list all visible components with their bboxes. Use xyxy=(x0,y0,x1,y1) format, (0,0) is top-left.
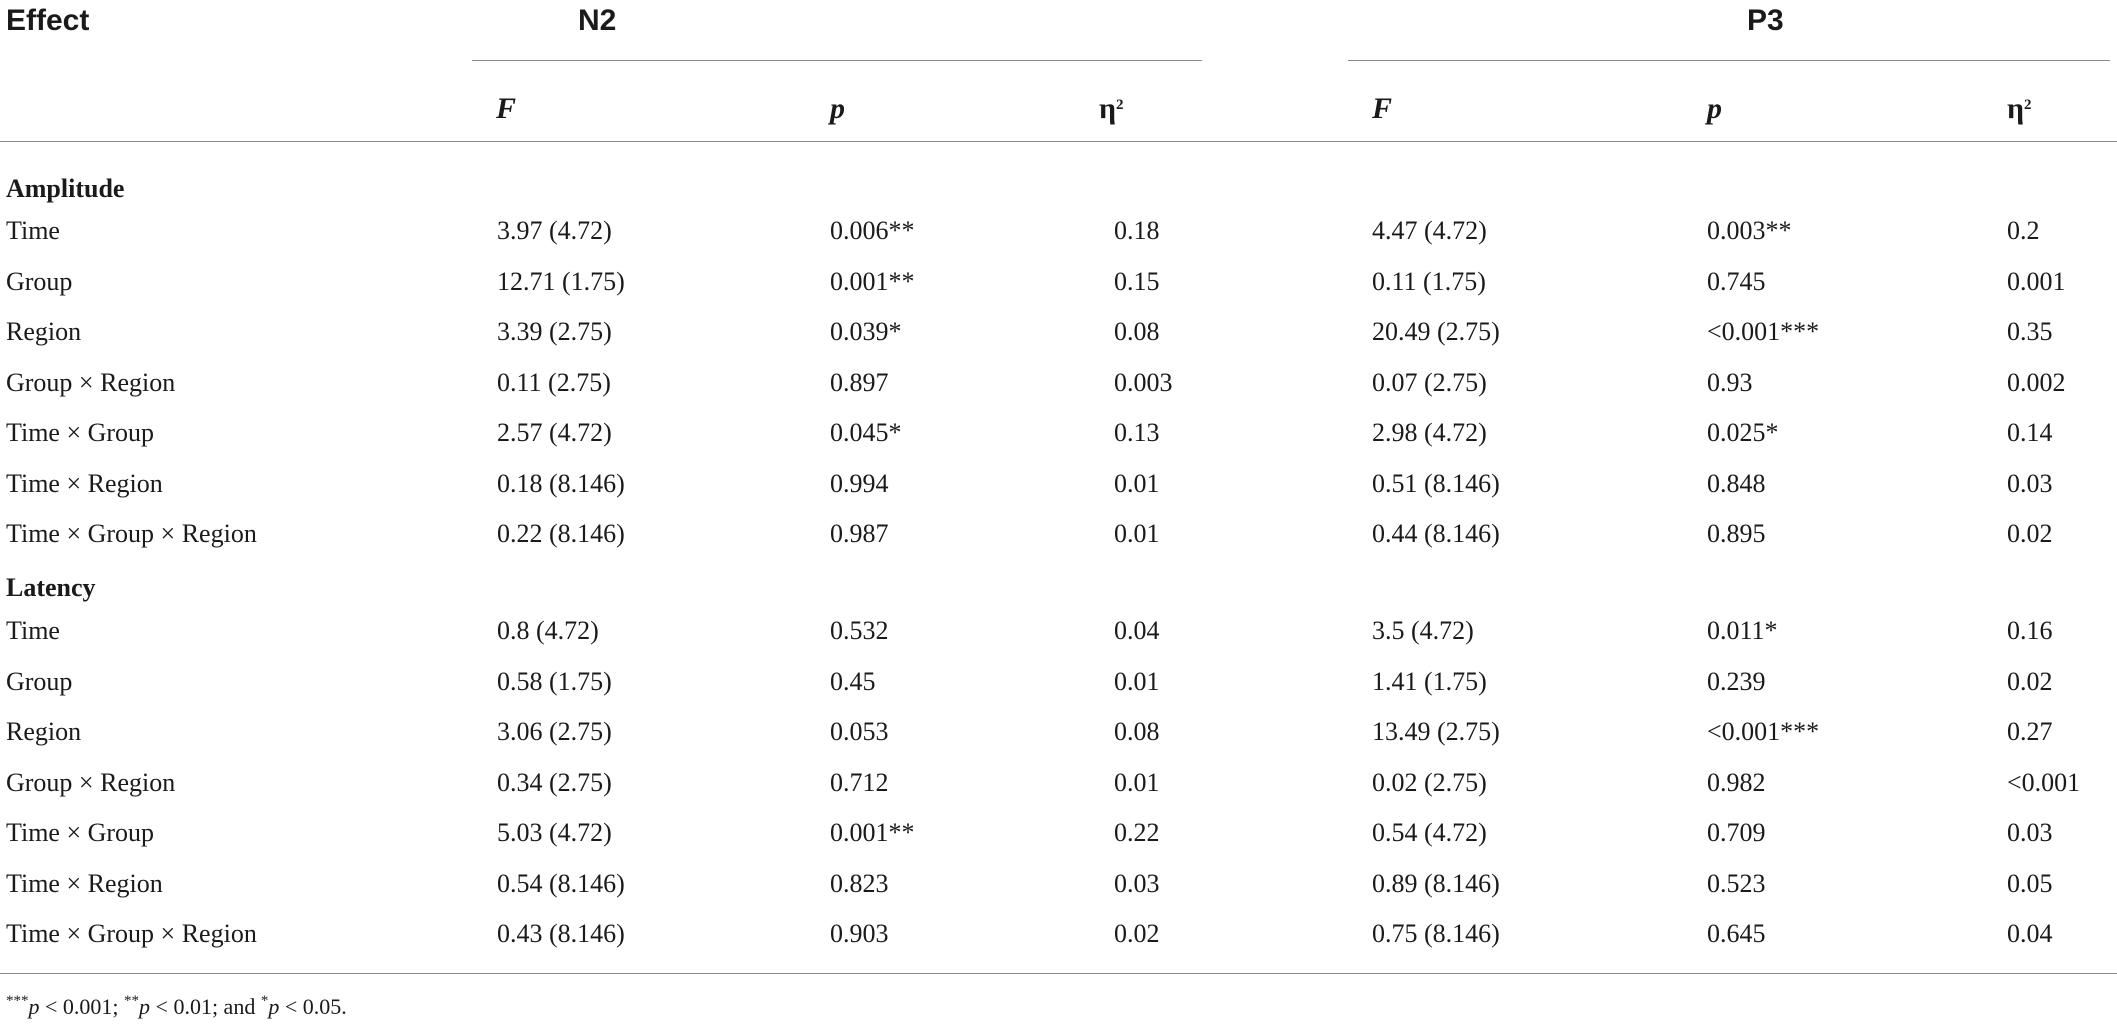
cell-n2-f: 2.57 (4.72) xyxy=(497,418,612,447)
cell-n2-f: 0.34 (2.75) xyxy=(497,767,612,797)
p3-eta-header: $\eta^2$ xyxy=(2007,92,2032,125)
cell-p3-f: 2.98 (4.72) xyxy=(1372,418,1487,447)
cell-n2-eta: 0.18 xyxy=(1114,216,1160,245)
cell-n2-eta: 0.22 xyxy=(1114,818,1160,847)
cell-p3-f: 0.89 (8.146) xyxy=(1372,868,1500,898)
cell-effect: Time xyxy=(6,216,60,245)
cell-effect: Time × Group xyxy=(6,418,155,447)
cell-n2-p: 0.045* xyxy=(830,418,902,447)
section-title: Amplitude xyxy=(6,174,125,203)
cell-n2-f: 3.97 (4.72) xyxy=(497,216,612,245)
cell-n2-f: 3.06 (2.75) xyxy=(497,717,612,746)
n2-eta-header: $\eta^2$ xyxy=(1099,92,1124,125)
footnote-p: p xyxy=(139,994,151,1019)
section-title: Latency xyxy=(6,573,96,602)
n2-p-header: p xyxy=(830,92,845,125)
header-bottom-rule xyxy=(0,141,2117,142)
cell-p3-f: 0.75 (8.146) xyxy=(1372,919,1500,948)
footnote-p: p xyxy=(268,994,280,1019)
cell-p3-p: 0.003** xyxy=(1707,216,1792,245)
cell-p3-p: 0.93 xyxy=(1707,367,1753,397)
cell-n2-p: 0.053 xyxy=(830,717,889,746)
cell-n2-p: 0.006** xyxy=(830,216,915,245)
cell-p3-eta: 0.2 xyxy=(2007,216,2040,245)
cell-p3-eta: 0.35 xyxy=(2007,317,2053,346)
table-bottom-rule xyxy=(0,973,2117,974)
header-effect: Effect xyxy=(6,4,90,37)
cell-p3-p: 0.645 xyxy=(1707,919,1766,948)
cell-p3-eta: 0.001 xyxy=(2007,266,2066,296)
cell-n2-eta: 0.08 xyxy=(1114,317,1160,346)
cell-p3-f: 0.07 (2.75) xyxy=(1372,367,1487,397)
cell-n2-f: 0.22 (8.146) xyxy=(497,519,625,548)
cell-n2-f: 0.8 (4.72) xyxy=(497,616,599,645)
cell-n2-eta: 0.01 xyxy=(1114,767,1160,797)
cell-n2-p: 0.897 xyxy=(830,367,889,397)
cell-n2-eta: 0.15 xyxy=(1114,266,1160,296)
cell-p3-f: 20.49 (2.75) xyxy=(1372,317,1500,346)
footnote-threshold: < 0.01; and xyxy=(150,994,261,1019)
cell-n2-f: 0.54 (8.146) xyxy=(497,868,625,898)
cell-effect: Group × Region xyxy=(6,767,176,797)
cell-p3-eta: <0.001 xyxy=(2007,767,2081,797)
header-n2: N2 xyxy=(578,4,617,37)
cell-n2-eta: 0.01 xyxy=(1114,519,1160,548)
cell-effect: Group xyxy=(6,266,73,296)
cell-n2-eta: 0.02 xyxy=(1114,919,1160,948)
cell-effect: Group × Region xyxy=(6,367,176,397)
cell-p3-eta: 0.03 xyxy=(2007,468,2053,498)
cell-p3-p: 0.011* xyxy=(1707,616,1778,645)
p3-p-header: p xyxy=(1707,92,1722,125)
cell-p3-eta: 0.05 xyxy=(2007,868,2053,898)
cell-p3-f: 13.49 (2.75) xyxy=(1372,717,1500,746)
cell-p3-eta: 0.03 xyxy=(2007,818,2053,847)
cell-n2-p: 0.001** xyxy=(830,266,915,296)
cell-effect: Region xyxy=(6,317,82,346)
cell-n2-eta: 0.13 xyxy=(1114,418,1160,447)
cell-p3-p: 0.745 xyxy=(1707,266,1766,296)
cell-effect: Time × Group xyxy=(6,818,155,847)
cell-p3-p: 0.239 xyxy=(1707,666,1766,696)
cell-n2-f: 0.18 (8.146) xyxy=(497,468,625,498)
cell-p3-f: 0.11 (1.75) xyxy=(1372,266,1486,296)
cell-n2-f: 0.58 (1.75) xyxy=(497,666,612,696)
cell-effect: Time × Group × Region xyxy=(6,919,257,948)
cell-p3-f: 3.5 (4.72) xyxy=(1372,616,1474,645)
cell-p3-eta: 0.27 xyxy=(2007,717,2053,746)
n2-group-rule xyxy=(472,60,1202,61)
cell-p3-p: 0.982 xyxy=(1707,767,1766,797)
cell-p3-eta: 0.16 xyxy=(2007,616,2053,645)
cell-effect: Time × Group × Region xyxy=(6,519,257,548)
cell-n2-f: 3.39 (2.75) xyxy=(497,317,612,346)
cell-n2-eta: 0.08 xyxy=(1114,717,1160,746)
cell-p3-p: 0.523 xyxy=(1707,868,1766,898)
cell-p3-p: 0.025* xyxy=(1707,418,1779,447)
cell-p3-f: 0.02 (2.75) xyxy=(1372,767,1487,797)
cell-n2-f: 5.03 (4.72) xyxy=(497,818,612,847)
p3-group-rule xyxy=(1348,60,2110,61)
cell-n2-p: 0.532 xyxy=(830,616,889,645)
n2-f-header: F xyxy=(496,92,517,125)
cell-effect: Time xyxy=(6,616,60,645)
p3-f-header: F xyxy=(1372,92,1393,125)
table-footnote xyxy=(6,993,347,1021)
cell-p3-eta: 0.04 xyxy=(2007,919,2053,948)
cell-p3-eta: 0.002 xyxy=(2007,367,2066,397)
cell-p3-f: 0.51 (8.146) xyxy=(1372,468,1500,498)
cell-p3-eta: 0.02 xyxy=(2007,519,2053,548)
cell-n2-eta: 0.003 xyxy=(1114,367,1173,397)
cell-n2-p: 0.712 xyxy=(830,767,889,797)
cell-n2-eta: 0.01 xyxy=(1114,666,1160,696)
cell-n2-p: 0.039* xyxy=(830,317,902,346)
cell-n2-f: 0.43 (8.146) xyxy=(497,919,625,948)
cell-p3-p: 0.709 xyxy=(1707,818,1766,847)
cell-n2-eta: 0.01 xyxy=(1114,468,1160,498)
footnote-stars: ** xyxy=(124,993,140,1009)
cell-n2-f: 0.11 (2.75) xyxy=(497,367,611,397)
footnote-threshold: < 0.05. xyxy=(279,994,347,1019)
cell-n2-p: 0.987 xyxy=(830,519,889,548)
cell-p3-f: 1.41 (1.75) xyxy=(1372,666,1487,696)
cell-n2-p: 0.001** xyxy=(830,818,915,847)
cell-n2-eta: 0.03 xyxy=(1114,868,1160,898)
cell-n2-p: 0.903 xyxy=(830,919,889,948)
cell-effect: Time × Region xyxy=(6,468,163,498)
cell-p3-p: 0.848 xyxy=(1707,468,1766,498)
cell-p3-eta: 0.02 xyxy=(2007,666,2053,696)
cell-p3-p: 0.895 xyxy=(1707,519,1766,548)
cell-effect: Region xyxy=(6,717,82,746)
cell-n2-p: 0.994 xyxy=(830,468,889,498)
cell-p3-f: 4.47 (4.72) xyxy=(1372,216,1487,245)
cell-effect: Group xyxy=(6,666,73,696)
cell-n2-f: 12.71 (1.75) xyxy=(497,266,625,296)
footnote-stars: *** xyxy=(6,993,29,1009)
cell-p3-p: <0.001*** xyxy=(1707,717,1820,746)
cell-p3-f: 0.44 (8.146) xyxy=(1372,519,1500,548)
cell-n2-p: 0.823 xyxy=(830,868,889,898)
header-p3: P3 xyxy=(1747,4,1784,37)
footnote-stars: * xyxy=(260,993,269,1009)
footnote-p: p xyxy=(28,994,40,1019)
cell-p3-eta: 0.14 xyxy=(2007,418,2053,447)
cell-n2-p: 0.45 xyxy=(830,666,876,696)
cell-p3-p: <0.001*** xyxy=(1707,317,1820,346)
cell-p3-f: 0.54 (4.72) xyxy=(1372,818,1487,847)
cell-effect: Time × Region xyxy=(6,868,163,898)
cell-n2-eta: 0.04 xyxy=(1114,616,1160,645)
footnote-threshold: < 0.001; xyxy=(39,994,125,1019)
